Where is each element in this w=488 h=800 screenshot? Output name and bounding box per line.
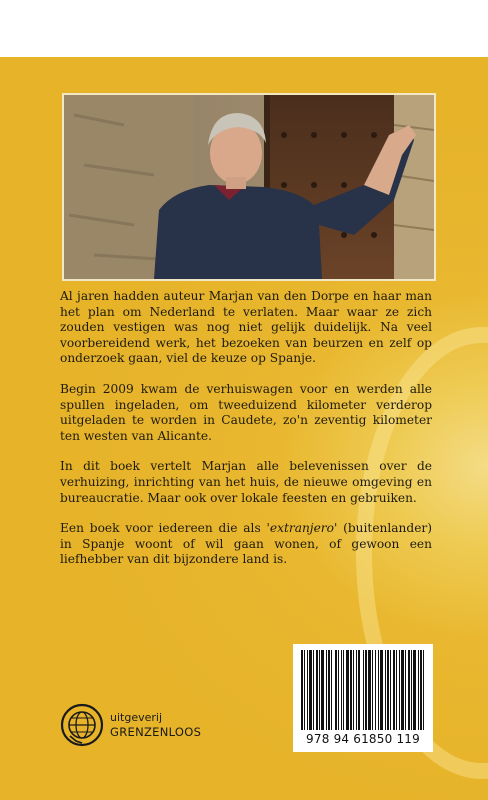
barcode-bar: [380, 650, 383, 730]
barcode-bar: [405, 650, 406, 730]
barcode-bar: [321, 650, 324, 730]
book-back-cover: [0, 57, 488, 800]
blurb-emphasis-extranjero: 'extranjero': [266, 521, 338, 536]
barcode-bar: [393, 650, 395, 730]
barcode-bar: [341, 650, 342, 730]
globe-logo-icon: [60, 703, 104, 747]
barcode-bar: [378, 650, 379, 730]
barcode-bar: [363, 650, 364, 730]
blurb-paragraph-1: Al jaren hadden auteur Marjan van den Dorpe en haar man het plan om Nederland te verlaten. Maar waar ze zich zouden vestigen was nog niet gelijk duidelijk. Na veel voorbereidend werk, het bezoeken van beurzen en zelf op onderzoek gaan, viel de keuze op Spanje.: [60, 289, 432, 366]
barcode-bar: [335, 650, 337, 730]
barcode-bar: [387, 650, 389, 730]
barcode-bar: [399, 650, 400, 730]
barcode-bar: [408, 650, 410, 730]
barcode-bar: [338, 650, 339, 730]
barcode-bar: [420, 650, 422, 730]
publisher-block: [60, 703, 201, 747]
blurb-paragraph-3: In dit boek vertelt Marjan alle belevenissen over de verhuizing, inrichting van het huis, de nieuwe omgeving en bureaucratie. Maar ook over lokale feesten en gebruiken.: [60, 459, 432, 505]
barcode-bar: [418, 650, 419, 730]
barcode-bar: [301, 650, 303, 730]
publisher-name: [110, 711, 201, 739]
barcode-bar: [356, 650, 357, 730]
barcode-bar: [316, 650, 318, 730]
barcode-bar: [358, 650, 360, 730]
barcode-bar: [328, 650, 330, 730]
barcode-bar: [385, 650, 386, 730]
barcode-bar: [331, 650, 332, 730]
barcode-bar: [396, 650, 397, 730]
barcode-bar: [401, 650, 404, 730]
barcode-bar: [313, 650, 314, 730]
barcode-bar: [326, 650, 327, 730]
isbn-barcode: [293, 644, 433, 752]
barcode-bar: [368, 650, 371, 730]
blurb-paragraph-4-start: Een boek voor iedereen die als: [60, 521, 267, 536]
isbn-number: 978 94 61850 119: [306, 732, 420, 746]
barcode-bar: [309, 650, 312, 730]
barcode-bar: [353, 650, 354, 730]
barcode-bar: [304, 650, 305, 730]
barcode-bar: [319, 650, 320, 730]
barcode-bar: [307, 650, 308, 730]
barcode-bar: [350, 650, 352, 730]
barcode-bar: [365, 650, 367, 730]
barcode-bar: [390, 650, 391, 730]
barcode-bar: [423, 650, 424, 730]
barcode-bar: [375, 650, 376, 730]
barcode-bars: [299, 650, 427, 730]
barcode-bar: [346, 650, 349, 730]
back-cover-blurb: [60, 289, 432, 568]
blurb-paragraph-4: [60, 521, 432, 568]
author-photo: [62, 93, 436, 281]
barcode-bar: [413, 650, 416, 730]
barcode-bar: [343, 650, 344, 730]
top-white-band: [0, 0, 488, 57]
publisher-line-2: GRENZENLOOS: [110, 725, 202, 739]
blurb-paragraph-2: Begin 2009 kwam de verhuiswagen voor en werden alle spullen ingeladen, om tweeduizend kilometer verderop uitgeladen te worden in Caudete, zo'n zeventig kilometer ten westen van Alicante.: [60, 381, 432, 443]
barcode-bar: [411, 650, 412, 730]
publisher-line-1: uitgeverij: [110, 711, 163, 724]
barcode-bar: [372, 650, 373, 730]
blurb-paragraph-4-end: (buitenlander) in Spanje woont of wil gaan wonen, of gewoon een liefhebber van dit bijzondere land is.: [60, 521, 432, 567]
